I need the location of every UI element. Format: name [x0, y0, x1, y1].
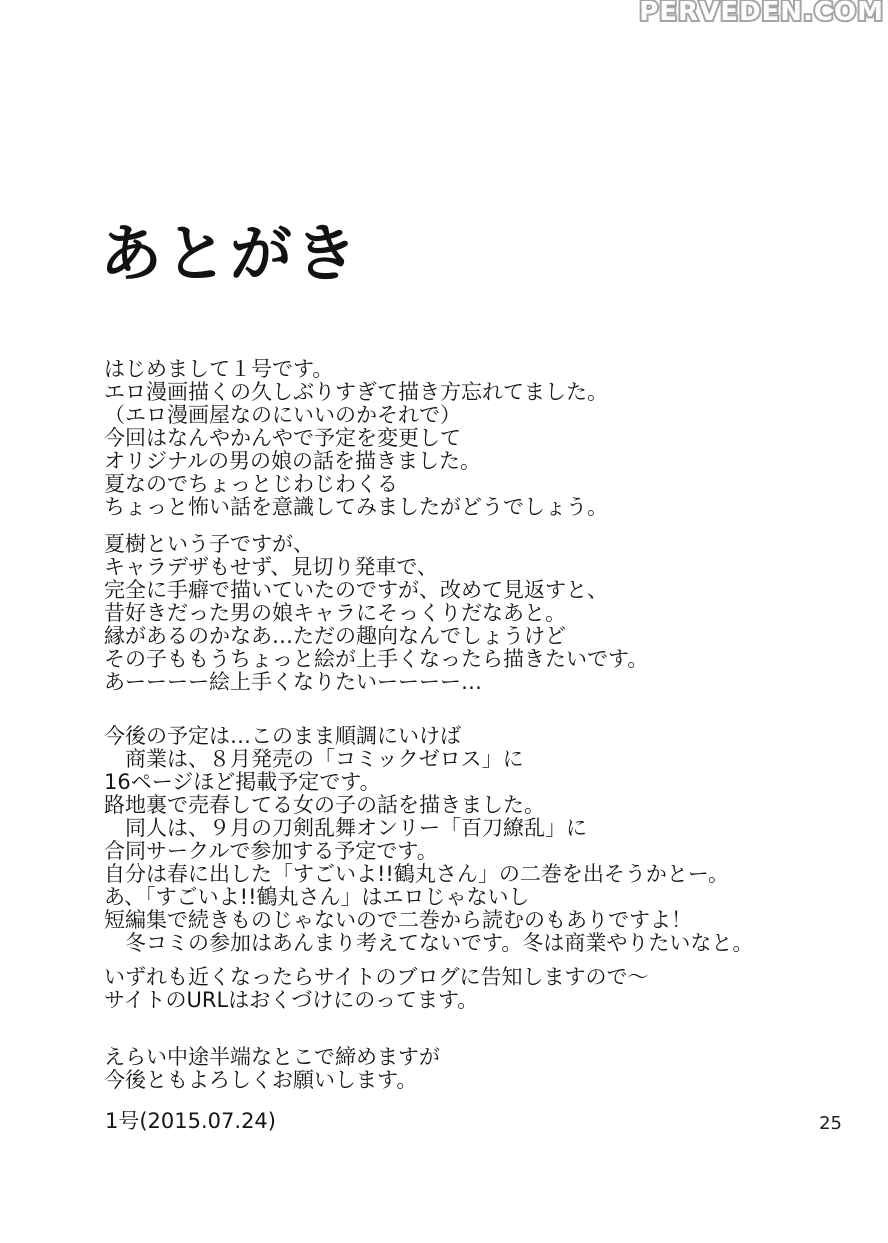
watermark-text: PERVEDEN.COM	[639, 0, 884, 27]
text-line: あ、「すごいよ!!鶴丸さん」はエロじゃないし	[104, 885, 530, 909]
text-line: 今回はなんやかんやで予定を変更して	[104, 426, 461, 450]
text-line: キャラデザもせず、見切り発車で、	[104, 555, 438, 579]
text-line: はじめまして１号です。	[104, 357, 334, 381]
text-line: エロ漫画描くの久しぶりすぎて描き方忘れてました。	[104, 380, 608, 404]
page-number: 25	[819, 1113, 842, 1134]
text-line: 今後ともよろしくお願いします。	[104, 1068, 418, 1092]
text-line: 合同サークルで参加する予定です。	[104, 839, 438, 863]
text-line: 夏樹という子ですが、	[104, 532, 314, 556]
page-title: あとがき	[100, 217, 361, 290]
text-line: 昔好きだった男の娘キャラにそっくりだなあと。	[104, 601, 566, 625]
text-line: あーーーー絵上手くなりたいーーーー…	[104, 670, 482, 694]
paragraph-announcements	[104, 966, 848, 1012]
text-line: 縁があるのかなあ…ただの趣向なんでしょうけど	[104, 624, 566, 648]
text-line: （エロ漫画屋なのにいいのかそれで）	[104, 403, 461, 427]
text-line: 冬コミの参加はあんまり考えてないです。冬は商業やりたいなと。	[104, 931, 754, 955]
text-line: ちょっと怖い話を意識してみましたがどうでしょう。	[104, 495, 608, 519]
text-line: 路地裏で売春してる女の子の話を描きました。	[104, 793, 545, 817]
paragraph-closing	[104, 1046, 848, 1092]
paragraph-intro	[104, 358, 848, 519]
text-line: 完全に手癖で描いていたのですが、改めて見返すと、	[104, 578, 608, 602]
text-line: サイトのURLはおくづけにのってます。	[104, 988, 479, 1012]
text-line: 自分は春に出した「すごいよ!!鶴丸さん」の二巻を出そうかとー。	[104, 862, 729, 886]
text-line: えらい中途半端なとこで締めますが	[104, 1045, 440, 1069]
text-line: 夏なのでちょっとじわじわくる	[104, 472, 398, 496]
text-line: 16ページほど掲載予定です。	[104, 770, 381, 794]
text-line: オリジナルの男の娘の話を描きました。	[104, 449, 481, 473]
text-line: その子ももうちょっと絵が上手くなったら描きたいです。	[104, 647, 649, 671]
text-line: 同人は、９月の刀剣乱舞オンリー「百刀繚乱」に	[104, 816, 587, 840]
watermark	[628, 0, 888, 31]
text-line: 短編集で続きものじゃないので二巻から読むのもありですよ！	[104, 908, 692, 932]
text-line: いずれも近くなったらサイトのブログに告知しますので～	[104, 965, 649, 989]
paragraph-plans	[104, 725, 848, 955]
author-signature: 1号(2015.07.24)	[105, 1109, 276, 1133]
text-line: 今後の予定は…このまま順調にいけば	[104, 724, 461, 748]
text-line: 商業は、８月発売の「コミックゼロス」に	[104, 747, 524, 771]
paragraph-character	[104, 533, 848, 694]
